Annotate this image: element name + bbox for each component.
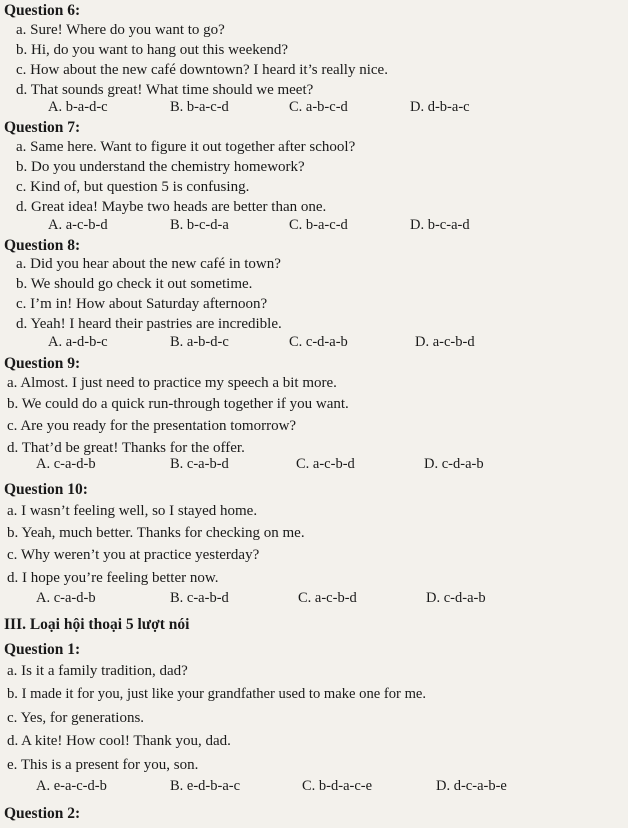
question-9-line-b: b. We could do a quick run-through together if you want. bbox=[7, 396, 349, 412]
question-9-option-b: B. c-a-b-d bbox=[170, 456, 229, 472]
question-10-line-c: c. Why weren’t you at practice yesterday? bbox=[7, 547, 260, 563]
section-question-2-title: Question 2: bbox=[4, 805, 81, 822]
question-8-option-b: B. a-b-d-c bbox=[170, 334, 229, 350]
section-question-1-line-d: d. A kite! How cool! Thank you, dad. bbox=[7, 733, 231, 749]
section-question-1-line-c: c. Yes, for generations. bbox=[7, 710, 145, 726]
question-10-line-d: d. I hope you’re feeling better now. bbox=[7, 570, 219, 586]
question-6-option-c: C. a-b-c-d bbox=[289, 99, 348, 115]
question-8-line-c: c. I’m in! How about Saturday afternoon? bbox=[16, 296, 268, 312]
question-9-option-d: D. c-d-a-b bbox=[424, 456, 484, 472]
question-6-option-a: A. b-a-d-c bbox=[48, 99, 108, 115]
question-6-line-d: d. That sounds great! What time should we meet? bbox=[16, 82, 314, 98]
question-10-line-b: b. Yeah, much better. Thanks for checking on me. bbox=[7, 525, 305, 541]
question-6-line-b: b. Hi, do you want to hang out this weekend? bbox=[16, 42, 289, 58]
section-question-1-line-a: a. Is it a family tradition, dad? bbox=[7, 663, 188, 679]
question-10-option-c: C. a-c-b-d bbox=[298, 590, 357, 606]
question-9-option-c: C. a-c-b-d bbox=[296, 456, 355, 472]
question-9-line-d: d. That’d be great! Thanks for the offer. bbox=[7, 440, 245, 456]
question-8-line-b: b. We should go check it out sometime. bbox=[16, 276, 253, 292]
question-10-title: Question 10: bbox=[4, 481, 88, 498]
question-7-option-b: B. b-c-d-a bbox=[170, 217, 229, 233]
question-10-option-b: B. c-a-b-d bbox=[170, 590, 229, 606]
section-question-1-option-d: D. d-c-a-b-e bbox=[436, 778, 507, 794]
question-10-line-a: a. I wasn’t feeling well, so I stayed home. bbox=[7, 503, 258, 519]
question-6-option-d: D. d-b-a-c bbox=[410, 99, 470, 115]
question-8-option-d: D. a-c-b-d bbox=[415, 334, 475, 350]
question-8-title: Question 8: bbox=[4, 237, 81, 254]
question-7-option-d: D. b-c-a-d bbox=[410, 217, 470, 233]
question-9-option-a: A. c-a-d-b bbox=[36, 456, 96, 472]
question-7-line-b: b. Do you understand the chemistry homework? bbox=[16, 159, 305, 175]
section-question-1-option-b: B. e-d-b-a-c bbox=[170, 778, 241, 794]
question-7-option-c: C. b-a-c-d bbox=[289, 217, 348, 233]
question-8-line-a: a. Did you hear about the new café in town? bbox=[16, 256, 281, 272]
question-7-title: Question 7: bbox=[4, 119, 81, 136]
question-6-option-b: B. b-a-c-d bbox=[170, 99, 229, 115]
section-question-1-option-a: A. e-a-c-d-b bbox=[36, 778, 107, 794]
section-question-1-title: Question 1: bbox=[4, 641, 81, 658]
section-question-1-line-b: b. I made it for you, just like your grandfather used to make one for me. bbox=[7, 686, 427, 702]
question-10-option-a: A. c-a-d-b bbox=[36, 590, 96, 606]
question-6-line-c: c. How about the new café downtown? I heard it’s really nice. bbox=[16, 62, 388, 78]
question-8-option-a: A. a-d-b-c bbox=[48, 334, 108, 350]
question-8-option-c: C. c-d-a-b bbox=[289, 334, 348, 350]
section-question-1-line-e: e. This is a present for you, son. bbox=[7, 757, 199, 773]
question-10-option-d: D. c-d-a-b bbox=[426, 590, 486, 606]
question-6-line-a: a. Sure! Where do you want to go? bbox=[16, 22, 225, 38]
section-question-1-option-c: C. b-d-a-c-e bbox=[302, 778, 373, 794]
question-7-option-a: A. a-c-b-d bbox=[48, 217, 108, 233]
question-9-line-a: a. Almost. I just need to practice my speech a bit more. bbox=[7, 375, 337, 391]
question-8-line-d: d. Yeah! I heard their pastries are incredible. bbox=[16, 316, 282, 332]
question-7-line-c: c. Kind of, but question 5 is confusing. bbox=[16, 179, 250, 195]
question-6-title: Question 6: bbox=[4, 2, 81, 19]
question-9-line-c: c. Are you ready for the presentation tomorrow? bbox=[7, 418, 297, 434]
question-9-title: Question 9: bbox=[4, 355, 81, 372]
question-7-line-a: a. Same here. Want to figure it out together after school? bbox=[16, 139, 356, 155]
question-7-line-d: d. Great idea! Maybe two heads are better than one. bbox=[16, 199, 327, 215]
section-heading: III. Loại hội thoại 5 lượt nói bbox=[4, 616, 190, 633]
